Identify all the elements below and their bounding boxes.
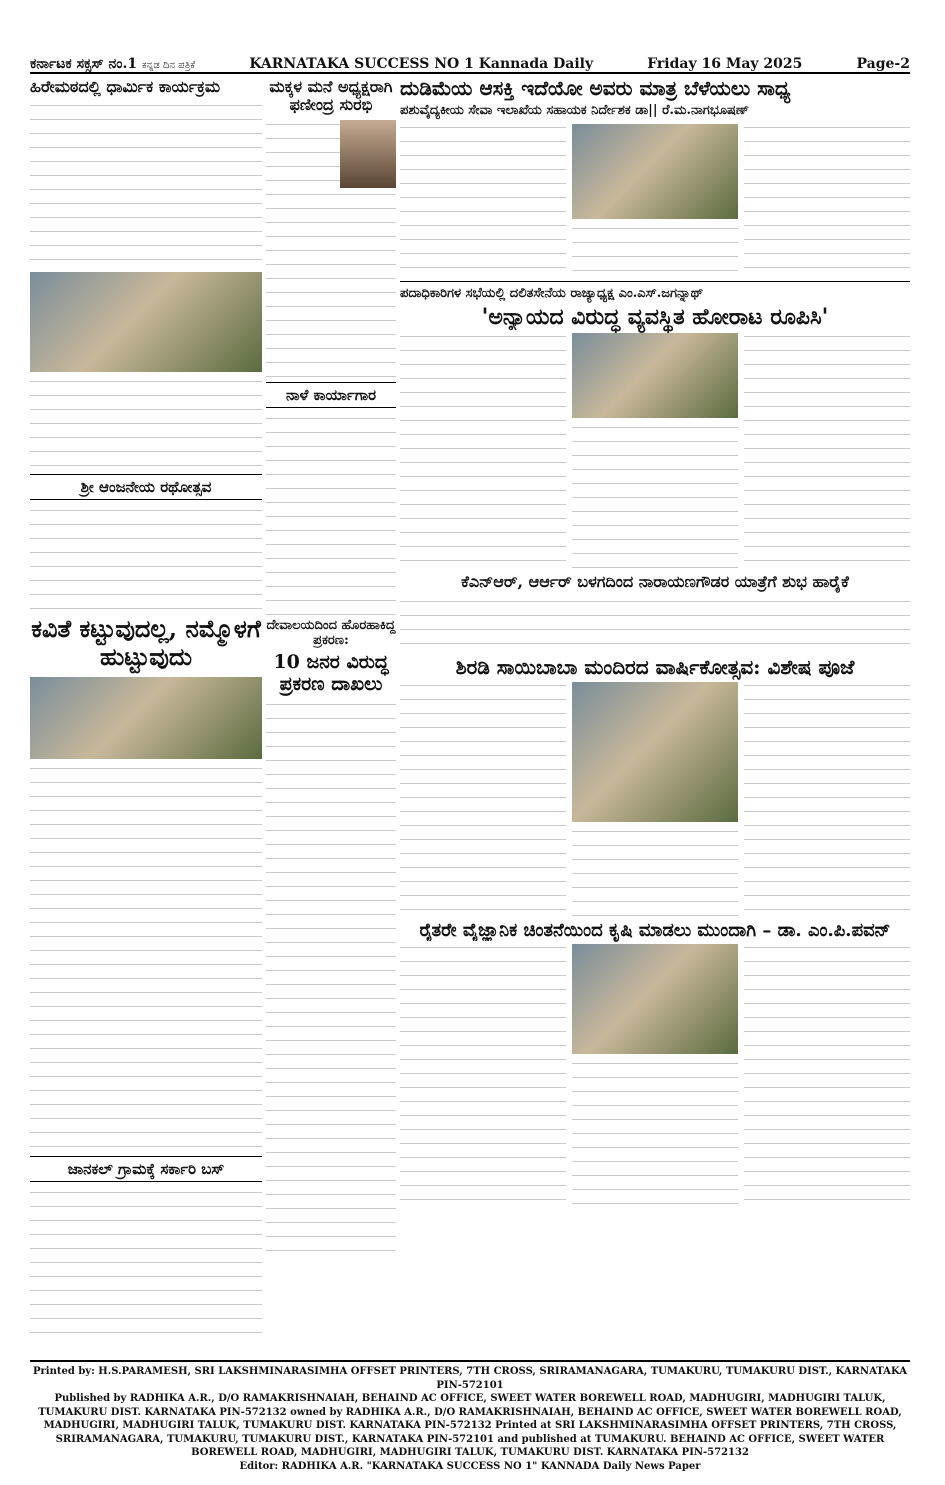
- photo-farmers: [572, 944, 738, 1054]
- article-body-farmers-a: [400, 941, 566, 1201]
- photo-inauguration: [30, 272, 262, 372]
- photo-officials: [572, 124, 738, 219]
- headline-anjaneya: ಶ್ರೀ ಆಂಜನೇಯ ರಥೋತ್ಸವ: [30, 474, 262, 500]
- photo-dalit-sene: [572, 333, 738, 418]
- article-body-shirdi-c: [744, 679, 910, 914]
- article-body-main-a: [400, 121, 566, 271]
- subhead-main: ಪಶುವೈದ್ಯಕೀಯ ಸೇವಾ ಇಲಾಖೆಯ ಸಹಾಯಕ ನಿರ್ದೇಶಕ ಡಾ|| ರೆ.ಮ.ನಾಗಭೂಷಣ್: [400, 103, 749, 118]
- article-body-shirdi-a: [400, 679, 566, 914]
- article-body-workshop: [266, 412, 396, 617]
- left-column: [30, 76, 262, 1358]
- headline-temple-case: 10 ಜನರ ವಿರುದ್ಧ ಪ್ರಕರಣ ದಾಖಲು: [273, 650, 389, 695]
- imprint-footer: [30, 1360, 910, 1473]
- subhead-dalit-sene: ಪದಾಧಿಕಾರಿಗಳ ಸಭೆಯಲ್ಲಿ ದಲಿತಸೇನೆಯ ರಾಜ್ಯಾಧ್ಯಕ್ಷ ಎಂ.ಎಸ್.ಜಗನ್ನಾಥ್: [400, 286, 704, 301]
- page-number: Page-2: [856, 56, 910, 72]
- article-body-inauguration: [30, 375, 262, 470]
- headline-main: ದುಡಿಮೆಯ ಆಸಕ್ತಿ ಇದೆಯೋ ಅವರು ಮಾತ್ರ ಬೆಳೆಯಲು ಸಾಧ್ಯ: [400, 76, 791, 100]
- article-body-dalit-b: [572, 421, 738, 571]
- headline-kavite: ಕವಿತೆ ಕಟ್ಟುವುದಲ್ಲ, ನಮ್ಮೊಳಗೆ ಹುಟ್ಟುವುದು: [31, 614, 261, 671]
- headline-shirdi: ಶಿರಡಿ ಸಾಯಿಬಾಬಾ ಮಂದಿರದ ವಾರ್ಷಿಕೋತ್ಸವ: ವಿಶೇಷ ಪೂಜೆ: [455, 654, 855, 679]
- imprint-printed-by: Printed by: H.S.PARAMESH, SRI LAKSHMINARASIMHA OFFSET PRINTERS, 7TH CROSS, SRIRAMANAGARA, TUMAKURU, TUMAKURU DIST., KARNATAKA PIN-572101: [33, 1366, 907, 1391]
- headline-workshop: ನಾಳೆ ಕಾರ್ಯಾಗಾರ: [266, 382, 396, 408]
- headline-dalit-sene: 'ಅನ್ಯಾಯದ ವಿರುದ್ಧ ವ್ಯವಸ್ಥಿತ ಹೋರಾಟ ರೂಪಿಸಿ': [481, 304, 829, 330]
- article-body-anjaneya: [30, 504, 262, 609]
- masthead: [30, 46, 910, 74]
- headline-farmers: ರೈತರೇ ವೈಜ್ಞಾನಿಕ ಚಿಂತನೆಯಿಂದ ಕೃಷಿ ಮಾಡಲು ಮುಂದಾಗಿ – ಡಾ. ಎಂ.ಪಿ.ಪವನ್: [419, 919, 891, 941]
- photo-shirdi: [572, 682, 738, 822]
- headline-surabhi: ಮಕ್ಕಳ ಮನೆ ಅಧ್ಯಕ್ಷರಾಗಿ ಫಣೀಂದ್ರ ಸುರಭಿ: [269, 77, 393, 115]
- headline-hiremath: ಹಿರೇಮಠದಲ್ಲಿ ಧಾರ್ಮಿಕ ಕಾರ್ಯಕ್ರಮ: [30, 77, 221, 96]
- headline-yatra: ಕೆಎನ್ಆರ್, ಆರ್ಆರ್ ಬಳಗದಿಂದ ನಾರಾಯಣಗೌಡರ ಯಾತ್ರೆಗೆ ಶುಭ ಹಾರೈಕೆ: [461, 572, 849, 592]
- paper-tagline: ಕನ್ನಡ ದಿನ ಪತ್ರಿಕೆ: [142, 60, 196, 71]
- headline-temple-case-kicker: ದೇವಾಲಯದಿಂದ ಹೊರಹಾಕಿದ್ದ ಪ್ರಕರಣ:: [266, 617, 396, 648]
- article-body-kavite: [30, 762, 262, 1152]
- article-body-dalit-a: [400, 330, 566, 565]
- article-body-main-c: [744, 121, 910, 271]
- article-body-farmers-b: [572, 1057, 738, 1207]
- main-column: [400, 76, 910, 1358]
- article-body-bus: [30, 1186, 262, 1336]
- headline-janakal-bus: ಜಾನಕಲ್ ಗ್ರಾಮಕ್ಕೆ ಸರ್ಕಾರಿ ಬಸ್: [30, 1156, 262, 1182]
- article-body-main-b: [572, 222, 738, 277]
- imprint-published-by: Published by RADHIKA A.R., D/O RAMAKRISHNAIAH, BEHAIND AC OFFICE, SWEET WATER BOREWELL ROAD, MADHUGIRI, MADHUGIRI TALUK, TUMAKURU DIST. KARNATAKA PIN-572132 owned by RADHIKA A.R., D/O RAMAKRISHNAIAH, BEHAIND AC OFFICE, SWEET WATER BOREWELL ROAD, MADHUGIRI, MADHUGIRI TALUK, TUMAKURU DIST. KARNATAKA PIN-572132 Printed at SRI LAKSHMINARASIMHA OFFSET PRINTERS, 7TH CROSS, SRIRAMANAGARA, TUMAKURU, TUMAKURU DIST., KARNATAKA PIN-572101 and published at TUMAKURU. BEHAIND AC OFFICE, SWEET WATER BOREWELL ROAD, MADHUGIRI, MADHUGIRI TALUK, TUMAKURU DIST. KARNATAKA PIN-572132: [38, 1393, 902, 1458]
- article-body-shirdi-b: [572, 825, 738, 920]
- article-body-dalit-c: [744, 330, 910, 565]
- issue-date: Friday 16 May 2025: [647, 56, 803, 72]
- article-body-hiremath: [30, 99, 262, 269]
- middle-column: [266, 76, 396, 1358]
- paper-name: ಕರ್ನಾಟಕ ಸಕ್ಸಸ್ ನಂ.1: [30, 56, 138, 72]
- imprint-editor: Editor: RADHIKA A.R. "KARNATAKA SUCCESS NO 1" KANNADA Daily News Paper: [239, 1460, 701, 1472]
- article-body-temple-case: [266, 698, 396, 1258]
- article-body-farmers-c: [744, 941, 910, 1201]
- photo-poetry-event: [30, 677, 262, 759]
- article-body-yatra: [400, 595, 910, 655]
- paper-english-name: KARNATAKA SUCCESS NO 1 Kannada Daily: [249, 56, 594, 72]
- portrait-photo: [340, 120, 396, 188]
